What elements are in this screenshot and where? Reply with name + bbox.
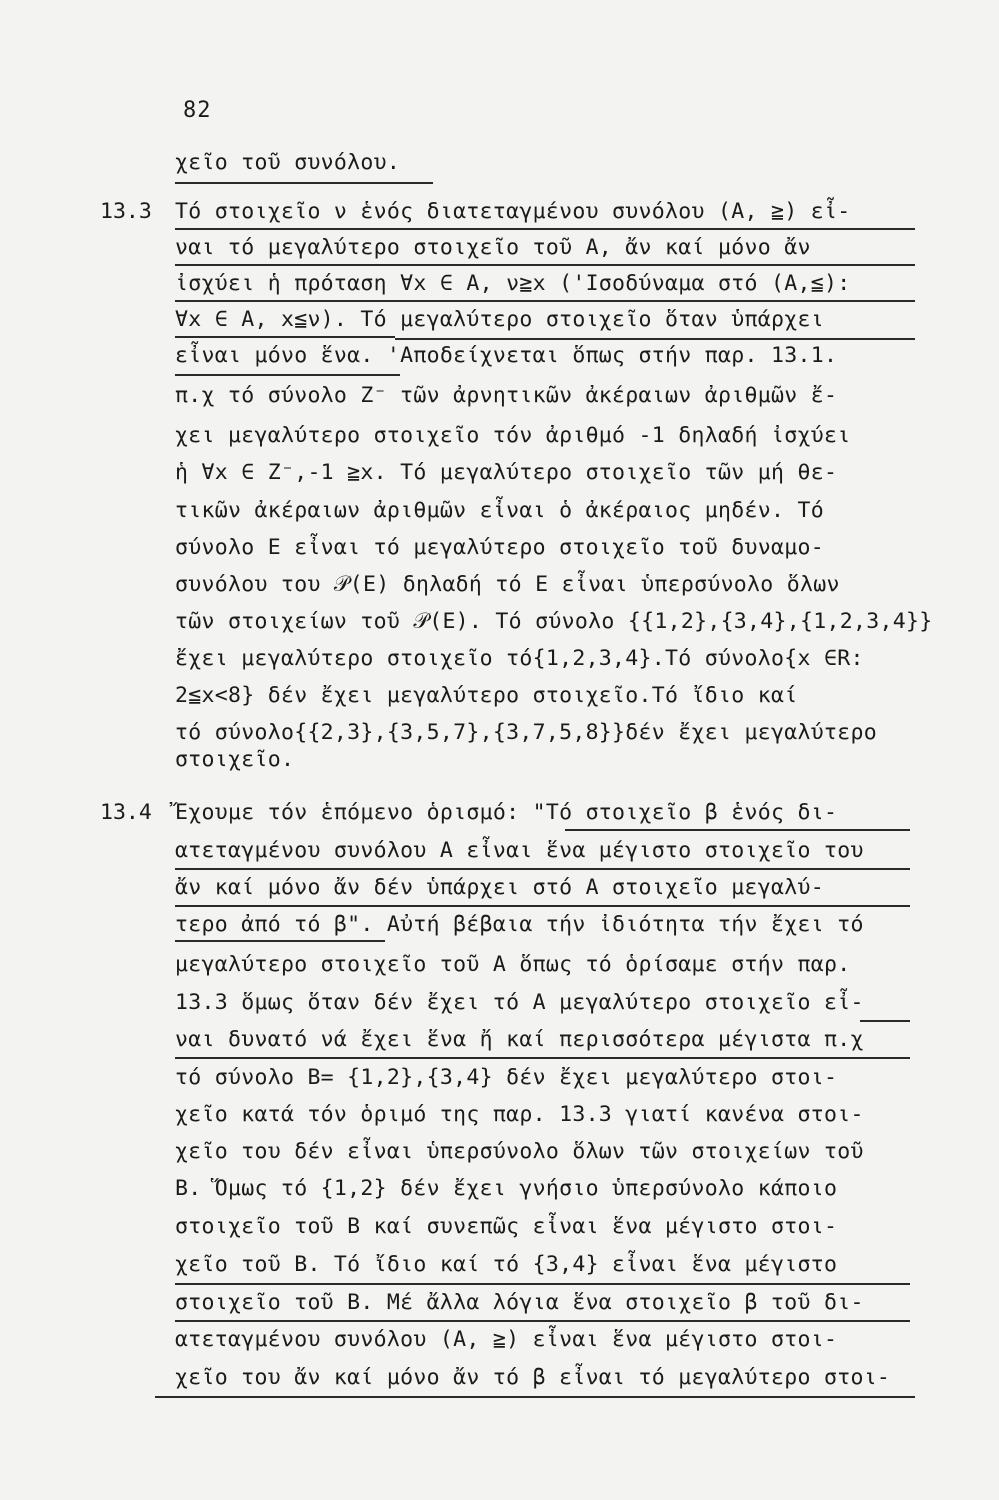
text-line: ἡ ∀x ∈ Ζ⁻,-1 ≧x. Τό μεγαλύτερο στοιχεῖο τῶν μή θε-: [175, 460, 838, 485]
underline: [175, 1283, 910, 1285]
section-number-13-4: 13.4: [100, 800, 152, 825]
text-line: ναι τό μεγαλύτερο στοιχεῖο τοῦ Α, ἄν καί μόνο ἄν: [175, 235, 811, 260]
text-line: ἔχει μεγαλύτερο στοιχεῖο τό{1,2,3,4}.Τό σύνολο{x ∈R:: [175, 646, 864, 671]
underline: [175, 1320, 910, 1322]
text-line: χεῖο τοῦ συνόλου.: [175, 150, 401, 175]
text-line: ναι δυνατό νά ἔχει ἕνα ἤ καί περισσότερα μέγιστα π.χ: [175, 1027, 864, 1052]
underline: [155, 1396, 915, 1398]
text-line: μεγαλύτερο στοιχεῖο τοῦ Α ὅπως τό ὁρίσαμε στήν παρ.: [175, 952, 851, 977]
underline: [175, 336, 395, 338]
underline: [175, 228, 915, 230]
text-line: τό σύνολο Β= {1,2},{3,4} δέν ἔχει μεγαλύτερο στοι-: [175, 1065, 838, 1090]
text-line: τικῶν ἀκέραιων ἀριθμῶν εἶναι ὁ ἀκέραιος μηδέν. Τό: [175, 498, 824, 523]
text-line: ἰσχύει ἡ πρόταση ∀x ∈ Α, ν≧x ('Ισοδύναμα στό (Α,≦):: [175, 271, 851, 296]
text-line: στοιχεῖο τοῦ Β καί συνεπῶς εἶναι ἕνα μέγιστο στοι-: [175, 1214, 838, 1239]
text-line: τό σύνολο{{2,3},{3,5,7},{3,7,5,8}}δέν ἔχει μεγαλύτερο: [175, 720, 877, 745]
underline: [175, 374, 400, 376]
text-line: χεῖο του ἄν καί μόνο ἄν τό β εἶναι τό μεγαλύτερο στοι-: [175, 1365, 891, 1390]
underline: [860, 1020, 910, 1022]
text-line: σύνολο Ε εἶναι τό μεγαλύτερο στοιχεῖο τοῦ δυναμο-: [175, 535, 824, 560]
text-line: χεῖο κατά τόν ὁριμό της παρ. 13.3 γιατί κανένα στοι-: [175, 1102, 864, 1127]
underline: [175, 1057, 910, 1059]
underline: [175, 300, 915, 302]
underline: [565, 829, 910, 831]
text-line: τῶν στοιχείων τοῦ 𝒫(Ε). Τό σύνολο {{1,2},{3,4},{1,2,3,4}}: [175, 609, 933, 634]
underline: [395, 338, 915, 340]
text-line: π.χ τό σύνολο Ζ⁻ τῶν ἀρνητικῶν ἀκέραιων ἀριθμῶν ἔ-: [175, 383, 838, 408]
text-line: στοιχεῖο.: [175, 747, 295, 772]
text-line: τερο ἀπό τό β". Αὐτή βέβαια τήν ἰδιότητα τήν ἔχει τό: [175, 912, 864, 937]
text-line: Τό στοιχεῖο ν ἑνός διατεταγμένου συνόλου (Α, ≧) εἶ-: [175, 199, 851, 224]
text-line: 2≦x<8} δέν ἔχει μεγαλύτερο στοιχεῖο.Τό ἴδιο καί: [175, 683, 798, 708]
section-number-13-3: 13.3: [100, 199, 152, 224]
text-line: χει μεγαλύτερο στοιχεῖο τόν ἀριθμό -1 δηλαδή ἰσχύει: [175, 423, 851, 448]
text-line: συνόλου του 𝒫(Ε) δηλαδή τό Ε εἶναι ὑπερσύνολο ὅλων: [175, 572, 840, 597]
text-line: στοιχεῖο τοῦ Β. Μέ ἄλλα λόγια ἕνα στοιχεῖο β τοῦ δι-: [175, 1290, 864, 1315]
text-line: χεῖο του δέν εἶναι ὑπερσύνολο ὅλων τῶν στοιχείων τοῦ: [175, 1139, 864, 1164]
text-line: Ἔχουμε τόν ἑπόμενο ὁρισμό: "Τό στοιχεῖο β ἑνός δι-: [175, 800, 838, 825]
text-line: Β. Ὅμως τό {1,2} δέν ἔχει γνήσιο ὑπερσύνολο κάποιο: [175, 1176, 838, 1201]
text-line: ατεταγμένου συνόλου Α εἶναι ἕνα μέγιστο στοιχεῖο του: [175, 838, 864, 863]
underline: [175, 940, 385, 942]
underline: [175, 264, 915, 266]
underline: [175, 868, 910, 870]
text-line: εἶναι μόνο ἕνα. 'Αποδείχνεται ὅπως στήν παρ. 13.1.: [175, 343, 838, 368]
text-line: ατεταγμένου συνόλου (Α, ≧) εἶναι ἕνα μέγιστο στοι-: [175, 1327, 838, 1352]
page-number: 82: [183, 98, 212, 123]
text-line: 13.3 ὅμως ὅταν δέν ἔχει τό Α μεγαλύτερο στοιχεῖο εἶ-: [175, 990, 864, 1015]
underline: [175, 182, 433, 184]
text-line: χεῖο τοῦ Β. Τό ἴδιο καί τό {3,4} εἶναι ἕνα μέγιστο: [175, 1252, 838, 1277]
text-line: ∀x ∈ Α, x≦ν). Τό μεγαλύτερο στοιχεῖο ὅταν ὑπάρχει: [175, 307, 824, 332]
underline: [175, 905, 910, 907]
text-line: ἄν καί μόνο ἄν δέν ὑπάρχει στό Α στοιχεῖο μεγαλύ-: [175, 875, 824, 900]
